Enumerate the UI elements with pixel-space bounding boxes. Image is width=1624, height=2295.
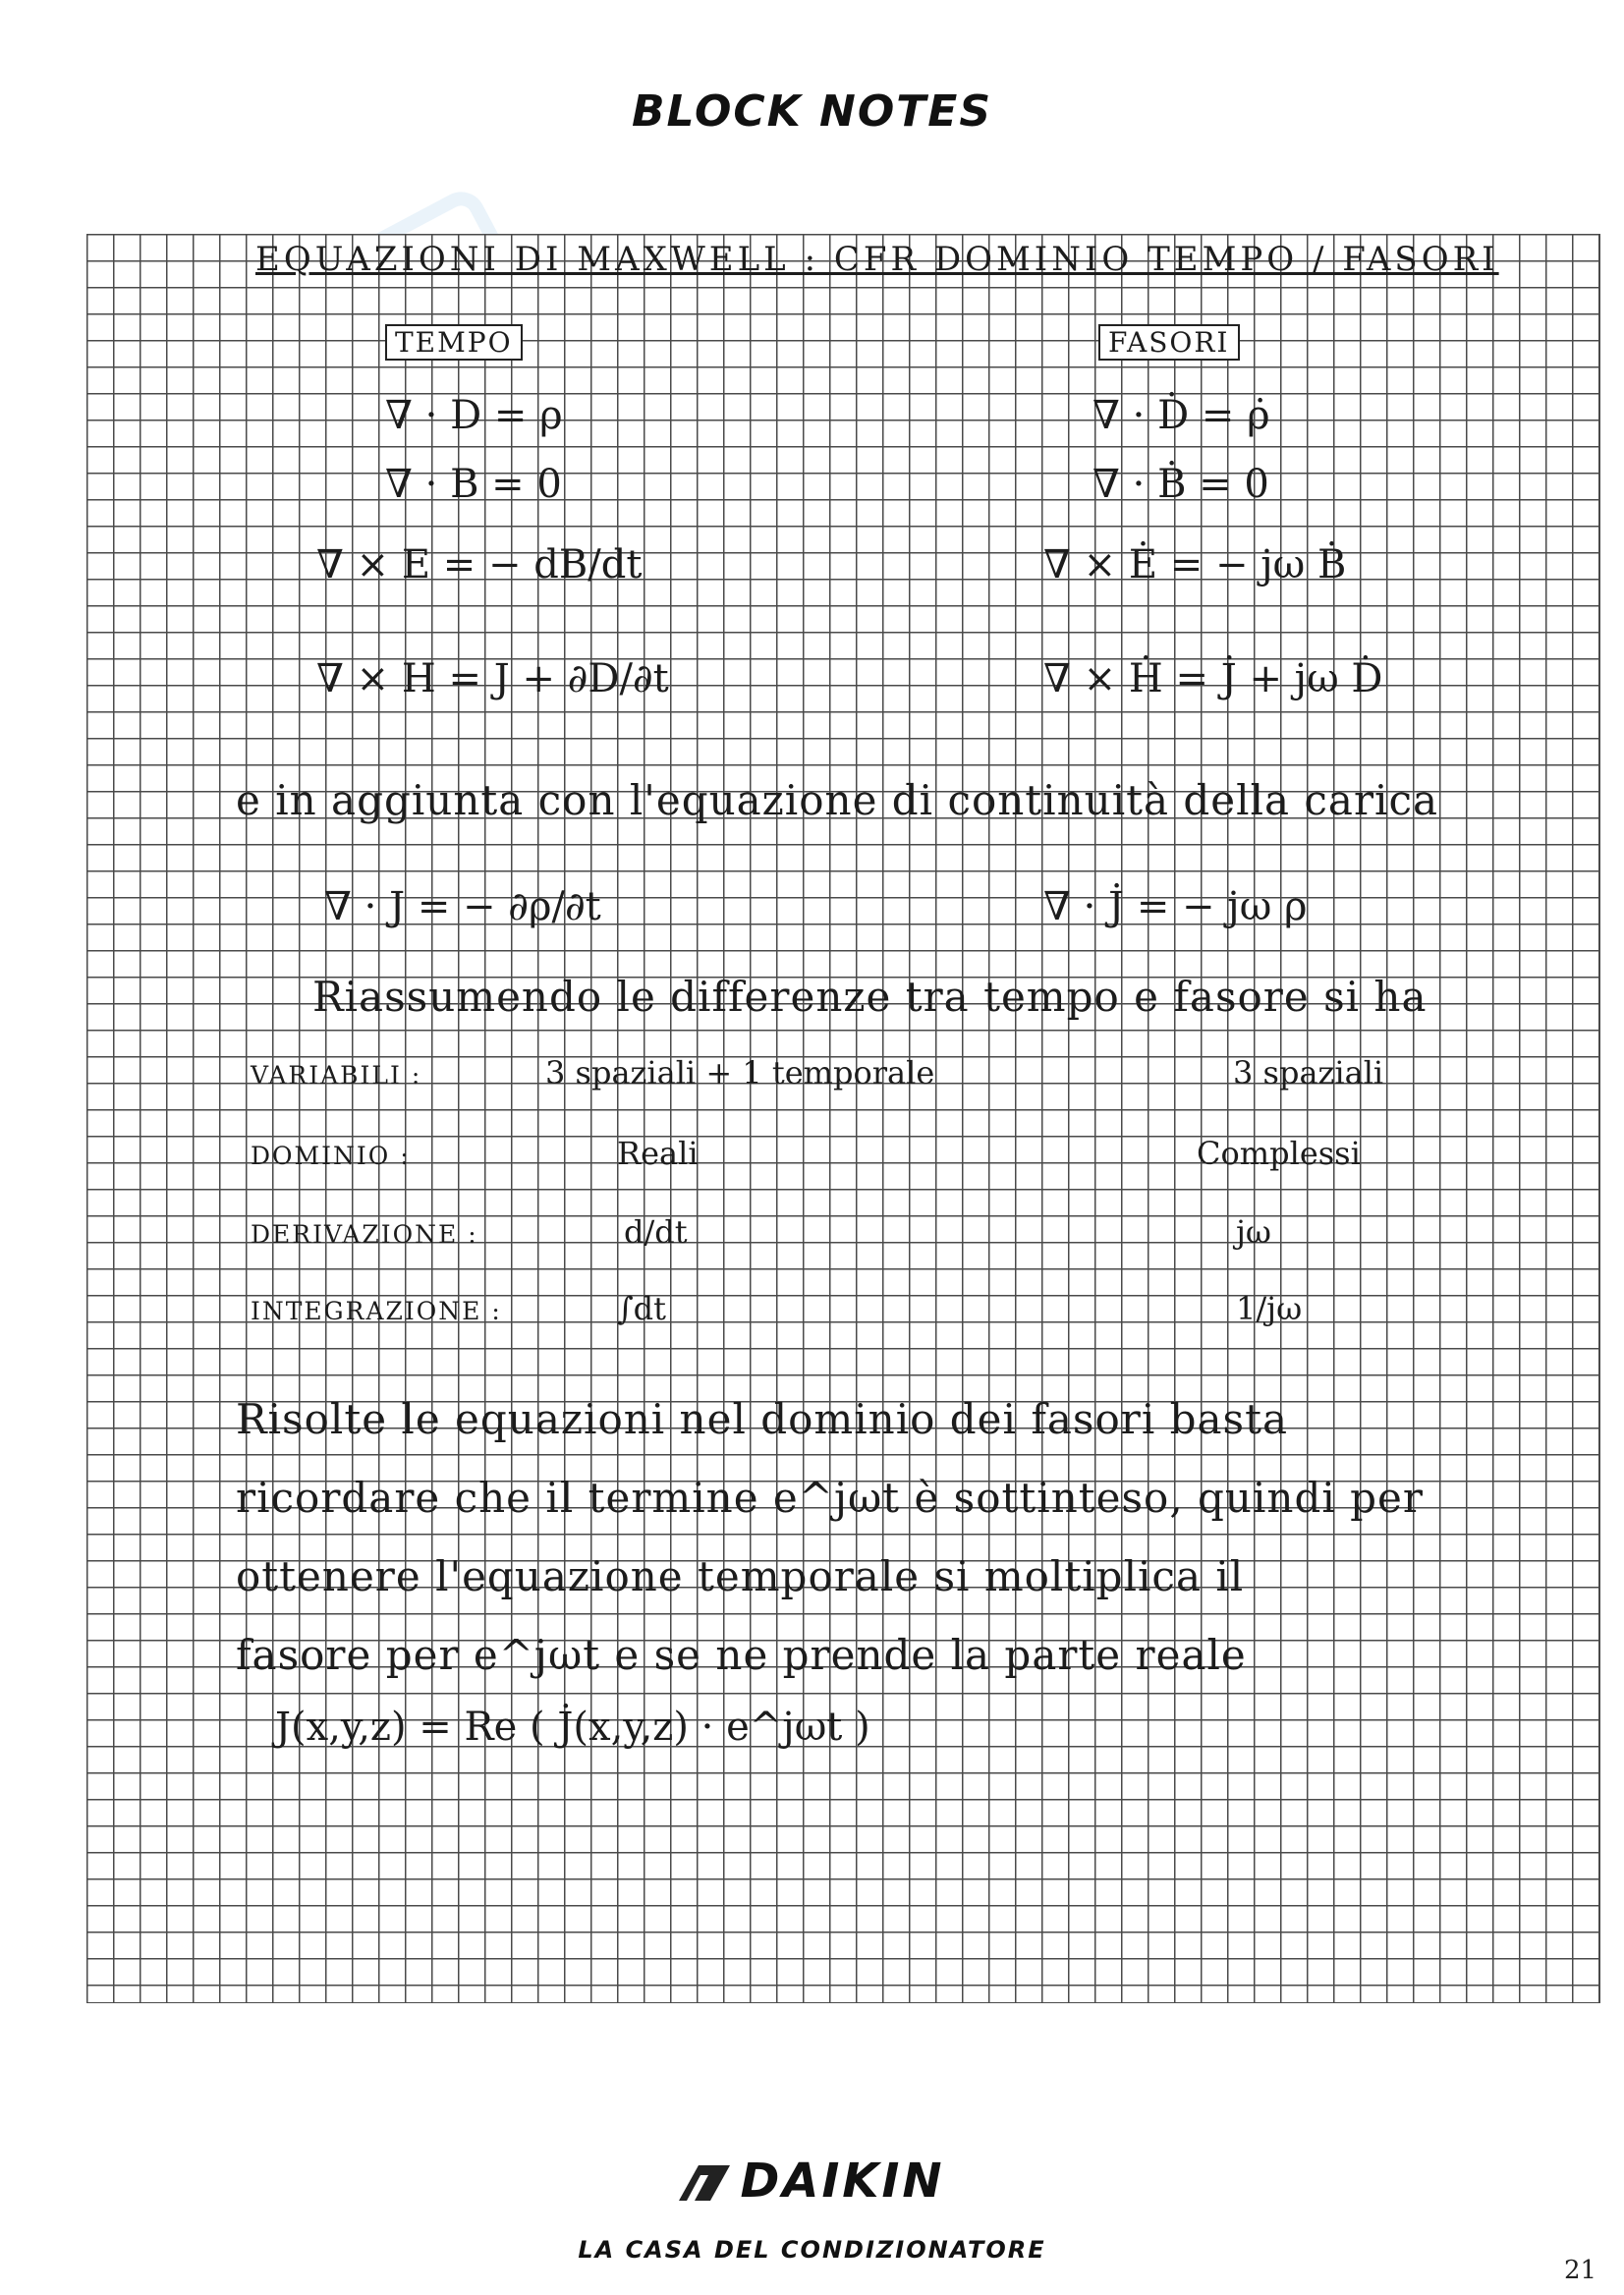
time-equation-magnetic: ∇ · B = 0 [385, 462, 562, 507]
column-head-phasor: FASORI [1098, 324, 1240, 361]
page-title: EQUAZIONI DI MAXWELL : CFR DOMINIO TEMPO / FASORI [255, 240, 1499, 279]
table-cell-time: Reali [617, 1135, 699, 1172]
table-row-label: INTEGRAZIONE : [251, 1297, 502, 1325]
page-header: BLOCK NOTES [631, 86, 993, 137]
daikin-logo-icon [679, 2165, 730, 2201]
brand-logo [0, 2154, 1624, 2209]
conclusion-line: ricordare che il termine e^jωt è sottinteso, quindi per [236, 1474, 1424, 1522]
table-cell-phasor: jω [1236, 1213, 1272, 1251]
page-number: 21 [1564, 2256, 1597, 2285]
time-continuity-equation: ∇ · J = − ∂ρ/∂t [324, 884, 601, 929]
conclusion-line: fasore per e^jωt e se ne prende la parte reale [236, 1631, 1247, 1679]
final-formula: J(x,y,z) = Re ( J̇(x,y,z) · e^jωt ) [275, 1705, 870, 1750]
column-head-time: TEMPO [385, 324, 523, 361]
brand-tagline: LA CASA DEL CONDIZIONATORE [578, 2236, 1046, 2264]
table-cell-phasor: Complessi [1197, 1135, 1361, 1172]
phasor-equation-gauss: ∇ · Ḋ = ρ̇ [1092, 393, 1270, 438]
phasor-equation-magnetic: ∇ · Ḃ = 0 [1092, 462, 1269, 507]
time-equation-faraday: ∇ × E = − dB/dt [316, 542, 643, 588]
time-equation-gauss: ∇ · D = ρ [385, 393, 563, 438]
continuity-intro: e in aggiunta con l'equazione di continuità della carica [236, 776, 1439, 824]
conclusion-line: Risolte le equazioni nel dominio dei fasori basta [236, 1395, 1289, 1443]
phasor-equation-faraday: ∇ × Ė = − jω Ḃ [1043, 542, 1347, 588]
table-cell-time: d/dt [624, 1213, 688, 1251]
table-cell-phasor: 3 spaziali [1233, 1054, 1384, 1092]
summary-intro: Riassumendo le differenze tra tempo e fasore si ha [312, 973, 1428, 1021]
table-cell-time: ∫dt [617, 1290, 667, 1327]
table-row-label: DERIVAZIONE : [251, 1220, 478, 1249]
conclusion-line: ottenere l'equazione temporale si moltiplica il [236, 1552, 1245, 1600]
time-equation-ampere: ∇ × H = J + ∂D/∂t [316, 656, 669, 701]
table-row-label: DOMINIO : [251, 1142, 411, 1170]
table-cell-time: 3 spaziali + 1 temporale [545, 1054, 935, 1092]
brand-name: DAIKIN [740, 2154, 945, 2209]
phasor-equation-ampere: ∇ × Ḣ = J̇ + jω Ḋ [1043, 656, 1383, 701]
table-cell-phasor: 1/jω [1236, 1290, 1303, 1327]
table-row-label: VARIABILI : [251, 1061, 422, 1090]
phasor-continuity-equation: ∇ · J̇ = − jω ρ [1043, 884, 1308, 929]
